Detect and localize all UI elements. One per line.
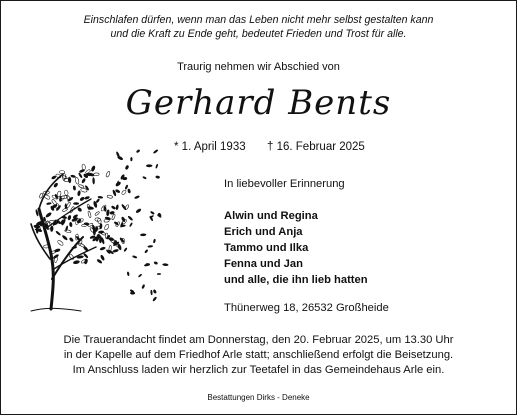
- address-text: Thünerweg 18, 26532 Großheide: [224, 302, 389, 314]
- mourner-line: und alle, die ihn lieb hatten: [224, 274, 368, 286]
- intro-text: Traurig nehmen wir Abschied von: [177, 61, 340, 73]
- notice-line-3: Im Anschluss laden wir herzlich zur Teetafel in das Gemeindehaus Arle ein.: [72, 364, 445, 376]
- undertaker-name: Bestattungen Dirks - Deneke: [207, 393, 310, 402]
- mourner-line: Fenna und Jan: [224, 258, 303, 270]
- quote-line-2: und die Kraft zu Ende geht, bedeutet Frieden und Trost für alle.: [110, 28, 407, 40]
- deceased-name: Gerhard Bents: [125, 83, 392, 123]
- memory-text: In liebevoller Erinnerung: [224, 178, 345, 190]
- mourner-line: Erich und Anja: [224, 226, 303, 238]
- birth-date: * 1. April 1933: [174, 141, 246, 153]
- quote-line-1: Einschlafen dürfen, wenn man das Leben nicht mehr selbst gestalten kann: [83, 14, 434, 26]
- mourner-line: Tammo und Ilka: [224, 242, 309, 254]
- notice-line-2: in der Kapelle auf dem Friedhof Arle statt; anschließend erfolgt die Beisetzung.: [63, 349, 454, 361]
- windswept-tree-icon: [21, 129, 171, 314]
- death-date: † 16. Februar 2025: [267, 141, 365, 153]
- notice-line-1: Die Trauerandacht findet am Donnerstag, den 20. Februar 2025, um 13.30 Uhr: [63, 334, 454, 346]
- mourner-line: Alwin und Regina: [224, 210, 318, 222]
